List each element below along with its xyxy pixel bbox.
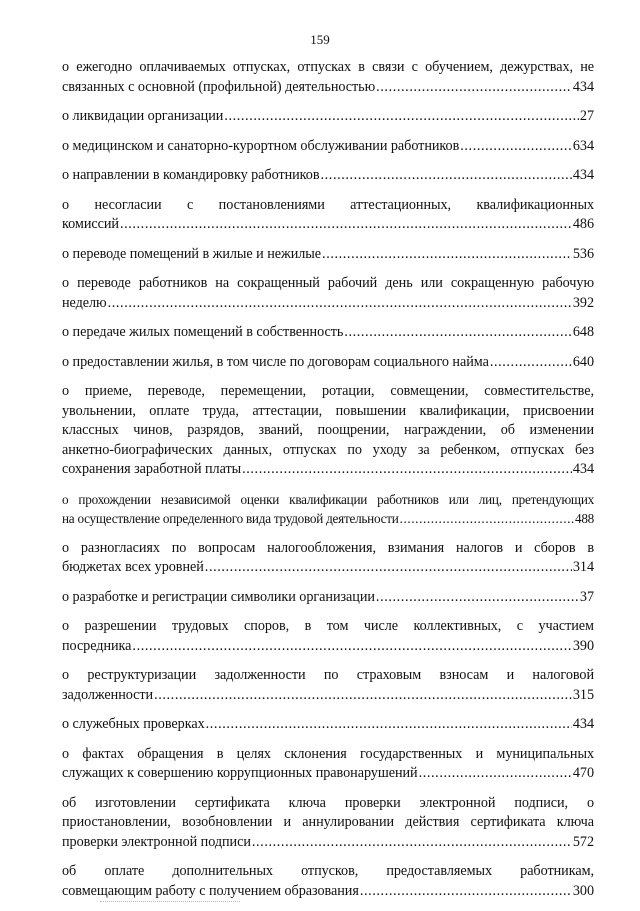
- index-entry: [62, 196, 594, 235]
- entry-text-line: на осуществление определенного вида трудовой деятельности: [62, 511, 399, 526]
- entry-text-line: о ежегодно оплачиваемых отпусках, отпусках в связи с обучением, дежурствах, не: [62, 59, 594, 75]
- dot-leader: [419, 764, 572, 784]
- dot-leader: [242, 460, 572, 480]
- entry-text-line: служащих к совершению коррупционных правонарушений: [62, 765, 418, 781]
- entry-page-number: 37: [579, 588, 594, 605]
- entry-page-number: 315: [572, 686, 594, 703]
- entry-last-line: [62, 715, 594, 735]
- entry-text-line: о направлении в командировку работников: [62, 167, 320, 183]
- index-entry: [62, 617, 594, 656]
- index-entry: [62, 490, 594, 529]
- entry-last-line: [62, 833, 594, 853]
- entry-page-number: 314: [572, 559, 594, 575]
- entry-text-line: задолженности: [62, 686, 154, 703]
- entry-text-line: о разрешении трудовых споров, в том числе коллективных, с участием: [62, 618, 594, 634]
- entry-last-line: [62, 637, 594, 657]
- entry-last-line: [62, 686, 594, 706]
- entry-last-line: [62, 588, 594, 608]
- index-entry: [62, 58, 594, 97]
- dot-leader: [360, 882, 572, 902]
- entry-last-line: [62, 509, 594, 529]
- index-entry: [62, 539, 594, 578]
- entry-page-number: 300: [572, 882, 594, 899]
- entry-text-line: о передаче жилых помещений в собственность: [62, 324, 344, 340]
- dot-leader: [460, 137, 572, 157]
- entry-text-line: бюджетах всех уровней: [62, 559, 204, 575]
- entry-text-line: совмещающим работу с получением образования: [62, 882, 359, 899]
- entry-page-number: 434: [572, 78, 594, 95]
- dot-leader: [206, 715, 572, 735]
- entry-text-line: о ликвидации организации: [62, 108, 224, 124]
- entry-last-line: [62, 107, 594, 127]
- index-entry: [62, 166, 594, 186]
- index-entry: [62, 794, 594, 853]
- entry-page-number: 27: [579, 108, 594, 124]
- entry-page-number: 434: [572, 461, 594, 477]
- footer-mark: [100, 901, 240, 905]
- entry-text-line: о предоставлении жилья, в том числе по договорам социального найма: [62, 353, 489, 370]
- entry-last-line: [62, 294, 594, 314]
- entry-page-number: 470: [572, 765, 594, 781]
- entry-text-line: о разработке и регистрации символики организации: [62, 588, 375, 605]
- index-entry: [62, 715, 594, 735]
- dot-leader: [344, 323, 572, 343]
- dot-leader: [400, 509, 574, 529]
- entry-text-line: о прохождении независимой оценки квалификации работников или лиц, претендующих: [62, 491, 594, 507]
- entry-last-line: [62, 764, 594, 784]
- entry-page-number: 640: [572, 353, 594, 370]
- entry-last-line: [62, 353, 594, 373]
- index-entry: [62, 588, 594, 608]
- entry-text-line: анкетно-биографических данных, отпусках по уходу за ребенком, отпусках без: [62, 441, 594, 458]
- dot-leader: [154, 686, 572, 706]
- entry-text-line: о несогласии с постановлениями аттестационных, квалификационных: [62, 196, 594, 213]
- index-entry: [62, 274, 594, 313]
- entry-text-line: о медицинском и санаторно-курортном обслуживании работников: [62, 137, 460, 154]
- index-entry: [62, 666, 594, 705]
- index-entry: [62, 353, 594, 373]
- entry-page-number: 392: [572, 294, 594, 311]
- page-number: 159: [310, 32, 330, 47]
- dot-leader: [322, 245, 572, 265]
- index-entry: [62, 107, 594, 127]
- dot-leader: [205, 558, 572, 578]
- subject-index: [62, 58, 594, 911]
- index-entry: [62, 862, 594, 901]
- dot-leader: [120, 215, 572, 235]
- dot-leader: [490, 353, 572, 373]
- entry-last-line: [62, 460, 594, 480]
- entry-text-line: связанных с основной (профильной) деятельностью: [62, 78, 376, 95]
- entry-last-line: [62, 78, 594, 98]
- entry-text-line: классных чинов, разрядов, званий, поощрении, награждении, об изменении: [62, 422, 594, 438]
- index-entry: [62, 245, 594, 265]
- entry-page-number: 434: [572, 167, 594, 183]
- entry-text-line: сохранения заработной платы: [62, 461, 242, 477]
- entry-text-line: комиссий: [62, 216, 119, 232]
- entry-page-number: 536: [572, 245, 594, 262]
- dot-leader: [132, 637, 571, 657]
- dot-leader: [376, 78, 572, 98]
- entry-text-line: проверки электронной подписи: [62, 833, 251, 850]
- entry-page-number: 634: [572, 137, 594, 154]
- entry-text-line: приостановлении, возобновлении и аннулировании действия сертификата ключа: [62, 814, 594, 830]
- index-entry: [62, 382, 594, 480]
- entry-last-line: [62, 882, 594, 902]
- entry-text-line: о разногласиях по вопросам налогообложения, взимания налогов и сборов в: [62, 539, 594, 556]
- index-entry: [62, 323, 594, 343]
- entry-text-line: о служебных проверках: [62, 716, 205, 732]
- entry-text-line: о переводе помещений в жилые и нежилые: [62, 245, 322, 262]
- entry-text-line: об оплате дополнительных отпусков, предоставляемых работникам,: [62, 863, 594, 879]
- entry-last-line: [62, 323, 594, 343]
- entry-page-number: 572: [572, 833, 594, 850]
- entry-page-number: 434: [572, 716, 594, 732]
- index-entry: [62, 745, 594, 784]
- entry-text-line: посредника: [62, 637, 132, 654]
- entry-text-line: об изготовлении сертификата ключа проверки электронной подписи, о: [62, 794, 594, 811]
- dot-leader: [376, 588, 579, 608]
- entry-last-line: [62, 558, 594, 578]
- entry-text-line: о реструктуризации задолженности по страховым взносам и налоговой: [62, 667, 594, 683]
- entry-text-line: увольнении, оплате труда, аттестации, повышении квалификации, присвоении: [62, 402, 594, 419]
- entry-page-number: 486: [572, 216, 594, 232]
- entry-last-line: [62, 245, 594, 265]
- dot-leader: [108, 294, 572, 314]
- dot-leader: [252, 833, 572, 853]
- entry-text-line: о переводе работников на сокращенный рабочий день или сокращенную рабочую: [62, 275, 594, 291]
- entry-last-line: [62, 166, 594, 186]
- entry-page-number: 390: [572, 637, 594, 654]
- entry-page-number: 648: [572, 324, 594, 340]
- entry-text-line: о приеме, переводе, перемещении, ротации, совмещении, совместительстве,: [62, 383, 594, 399]
- dot-leader: [224, 107, 579, 127]
- entry-text-line: о фактах обращения в целях склонения государственных и муниципальных: [62, 745, 594, 762]
- entry-last-line: [62, 215, 594, 235]
- entry-page-number: 488: [574, 511, 594, 526]
- index-entry: [62, 137, 594, 157]
- dot-leader: [321, 166, 572, 186]
- entry-text-line: неделю: [62, 294, 107, 311]
- entry-last-line: [62, 137, 594, 157]
